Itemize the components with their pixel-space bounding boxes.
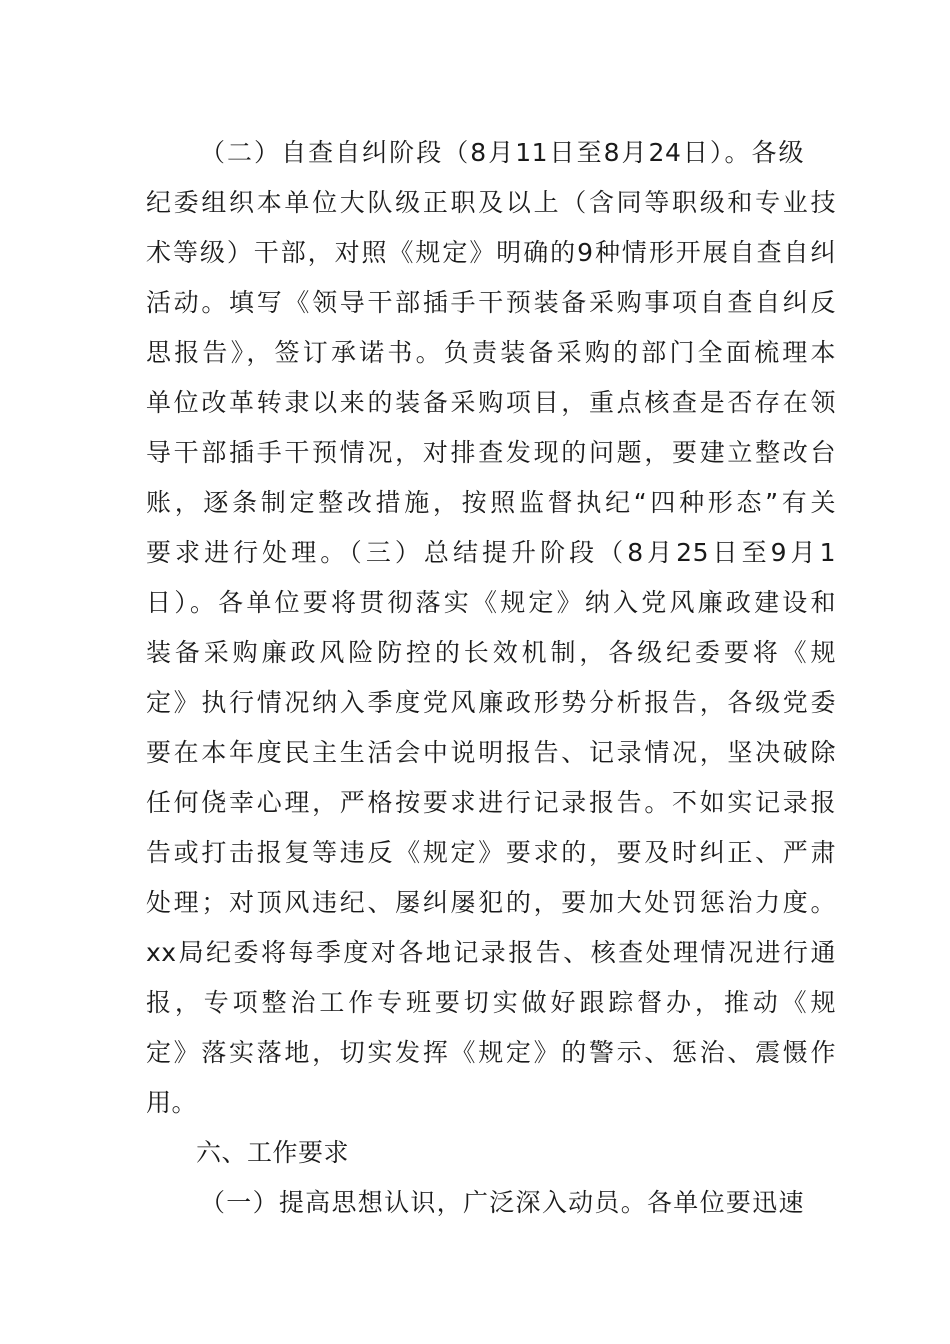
paragraph-line-1: （二）自查自纠阶段（8月11日至8月24日）。各级 (200, 138, 804, 167)
paragraph-line-9: 要求进行处理。（三）总结提升阶段（8月25日至9月1 (146, 538, 836, 567)
paragraph-line-20: 用。 (146, 1088, 198, 1117)
paragraph-line-16: 处理；对顶风违纪、屡纠屡犯的，要加大处罚惩治力度。 (146, 888, 836, 917)
paragraph-line-6: 单位改革转隶以来的装备采购项目，重点核查是否存在领 (146, 388, 836, 417)
paragraph-line-3: 术等级）干部，对照《规定》明确的9种情形开展自查自纠 (146, 238, 836, 267)
paragraph-line-18: 报，专项整治工作专班要切实做好跟踪督办，推动《规 (146, 988, 836, 1017)
paragraph-line-17: xx局纪委将每季度对各地记录报告、核查处理情况进行通 (146, 938, 836, 967)
paragraph-line-22: （一）提高思想认识，广泛深入动员。各单位要迅速 (200, 1188, 804, 1217)
paragraph-line-7: 导干部插手干预情况，对排查发现的问题，要建立整改台 (146, 438, 836, 467)
paragraph-line-15: 告或打击报复等违反《规定》要求的，要及时纠正、严肃 (146, 838, 836, 867)
paragraph-line-13: 要在本年度民主生活会中说明报告、记录情况，坚决破除 (146, 738, 836, 767)
paragraph-line-10: 日）。各单位要将贯彻落实《规定》纳入党风廉政建设和 (146, 588, 836, 617)
paragraph-line-8: 账，逐条制定整改措施，按照监督执纪“四种形态”有关 (146, 488, 836, 517)
section-heading: 六、工作要求 (196, 1138, 350, 1167)
paragraph-line-5: 思报告》，签订承诺书。负责装备采购的部门全面梳理本 (146, 338, 836, 367)
paragraph-line-12: 定》执行情况纳入季度党风廉政形势分析报告，各级党委 (146, 688, 836, 717)
paragraph-line-14: 任何侥幸心理，严格按要求进行记录报告。不如实记录报 (146, 788, 836, 817)
paragraph-line-11: 装备采购廉政风险防控的长效机制，各级纪委要将《规 (146, 638, 836, 667)
paragraph-line-2: 纪委组织本单位大队级正职及以上（含同等职级和专业技 (146, 188, 836, 217)
paragraph-line-19: 定》落实落地，切实发挥《规定》的警示、惩治、震慑作 (146, 1038, 836, 1067)
paragraph-line-4: 活动。填写《领导干部插手干预装备采购事项自查自纠反 (146, 288, 836, 317)
